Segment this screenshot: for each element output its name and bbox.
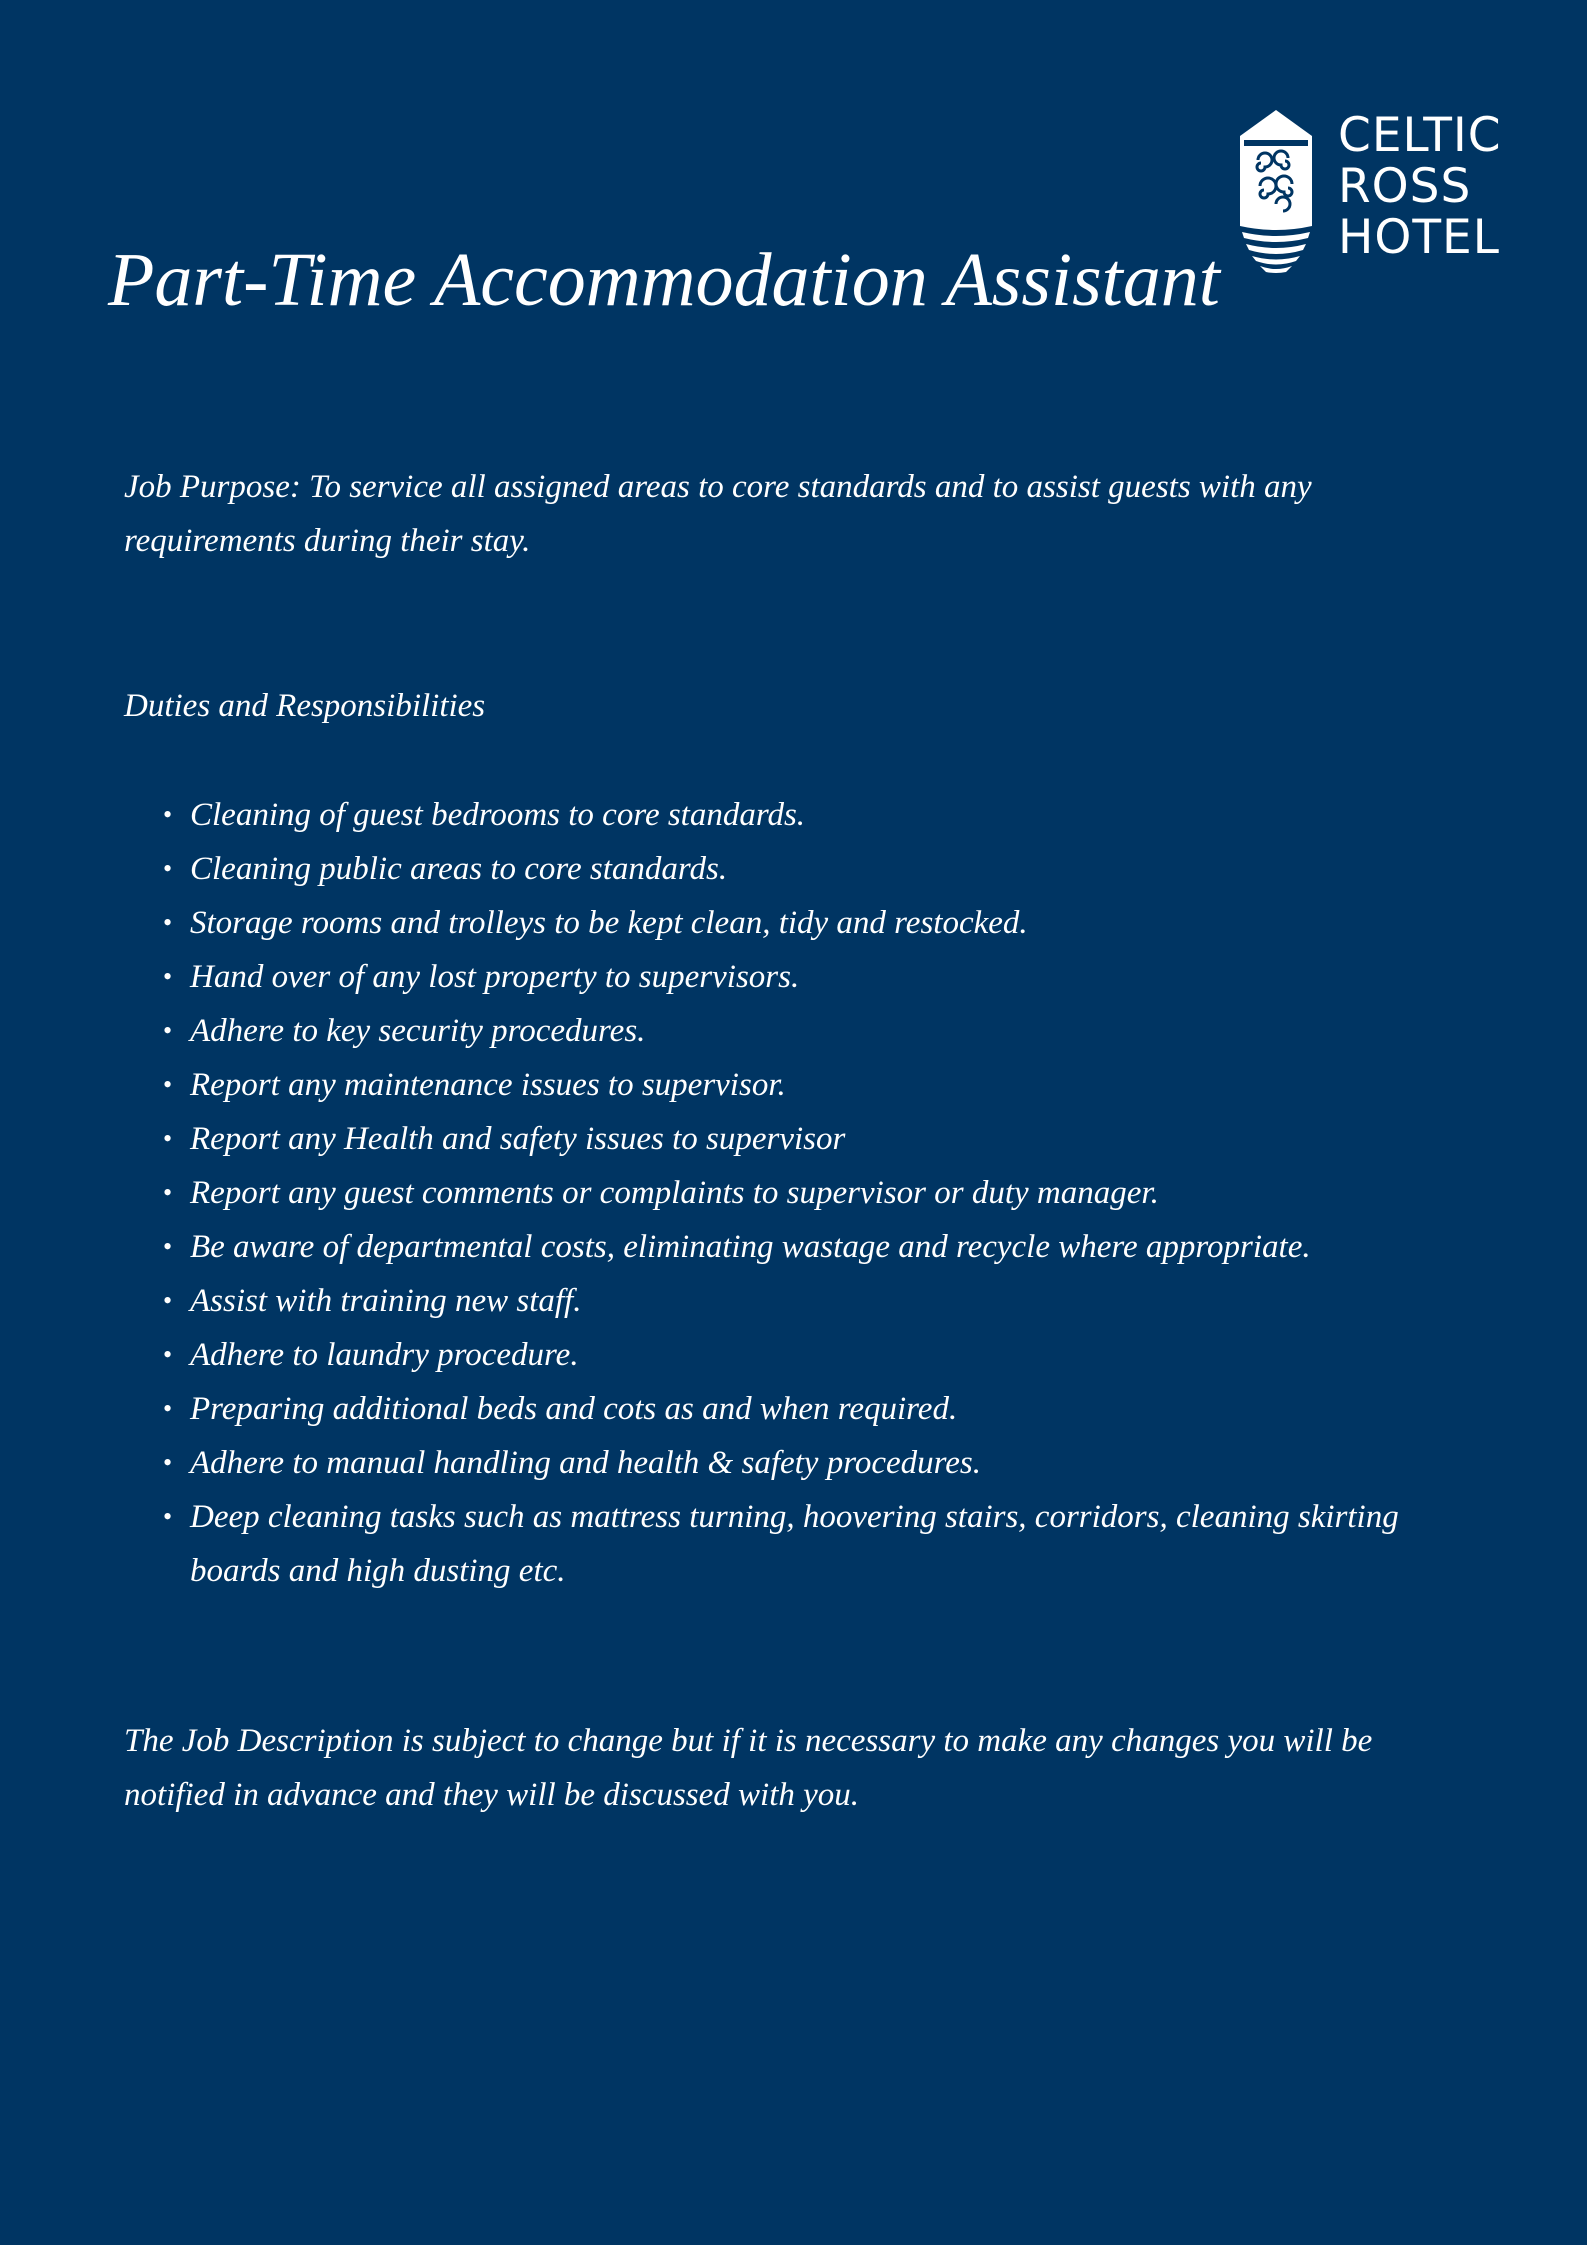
logo-line-2: ROSS xyxy=(1338,159,1472,214)
list-item: • Report any maintenance issues to supervisor. xyxy=(190,1058,1430,1112)
page-title: Part-Time Accommodation Assistant xyxy=(108,238,1220,322)
list-item: • Cleaning of guest bedrooms to core standards. xyxy=(190,788,1430,842)
list-item: • Storage rooms and trolleys to be kept clean, tidy and restocked. xyxy=(190,896,1430,950)
list-item: • Be aware of departmental costs, eliminating wastage and recycle where appropriate. xyxy=(190,1220,1430,1274)
job-purpose: Job Purpose: To service all assigned areas to core standards and to assist guests with any requirements during their stay. xyxy=(124,469,1312,559)
logo-line-1: CELTIC xyxy=(1338,108,1502,163)
logo-line-3: HOTEL xyxy=(1338,210,1500,265)
list-item: • Preparing additional beds and cots as and when required. xyxy=(190,1382,1430,1436)
hotel-logo xyxy=(1238,108,1523,278)
list-item: • Adhere to manual handling and health & safety procedures. xyxy=(190,1436,1430,1490)
list-item: • Assist with training new staff. xyxy=(190,1274,1430,1328)
list-item: • Deep cleaning tasks such as mattress turning, hoovering stairs, corridors, cleaning skirting boards and high dusting etc. xyxy=(190,1490,1430,1598)
list-item: • Adhere to laundry procedure. xyxy=(190,1328,1430,1382)
logo-wordmark xyxy=(1338,110,1502,263)
list-item: • Hand over of any lost property to supervisors. xyxy=(190,950,1430,1004)
lighthouse-logo-icon xyxy=(1238,108,1314,274)
list-item: • Cleaning public areas to core standards. xyxy=(190,842,1430,896)
list-item: • Report any Health and safety issues to supervisor xyxy=(190,1112,1430,1166)
list-item: • Report any guest comments or complaints to supervisor or duty manager. xyxy=(190,1166,1430,1220)
list-item: • Adhere to key security procedures. xyxy=(190,1004,1430,1058)
duties-list xyxy=(190,788,1430,1598)
footer-note: The Job Description is subject to change but if it is necessary to make any changes you will be notified in advance and they will be discussed with you. xyxy=(124,1723,1373,1813)
duties-heading: Duties and Responsibilities xyxy=(124,688,486,724)
